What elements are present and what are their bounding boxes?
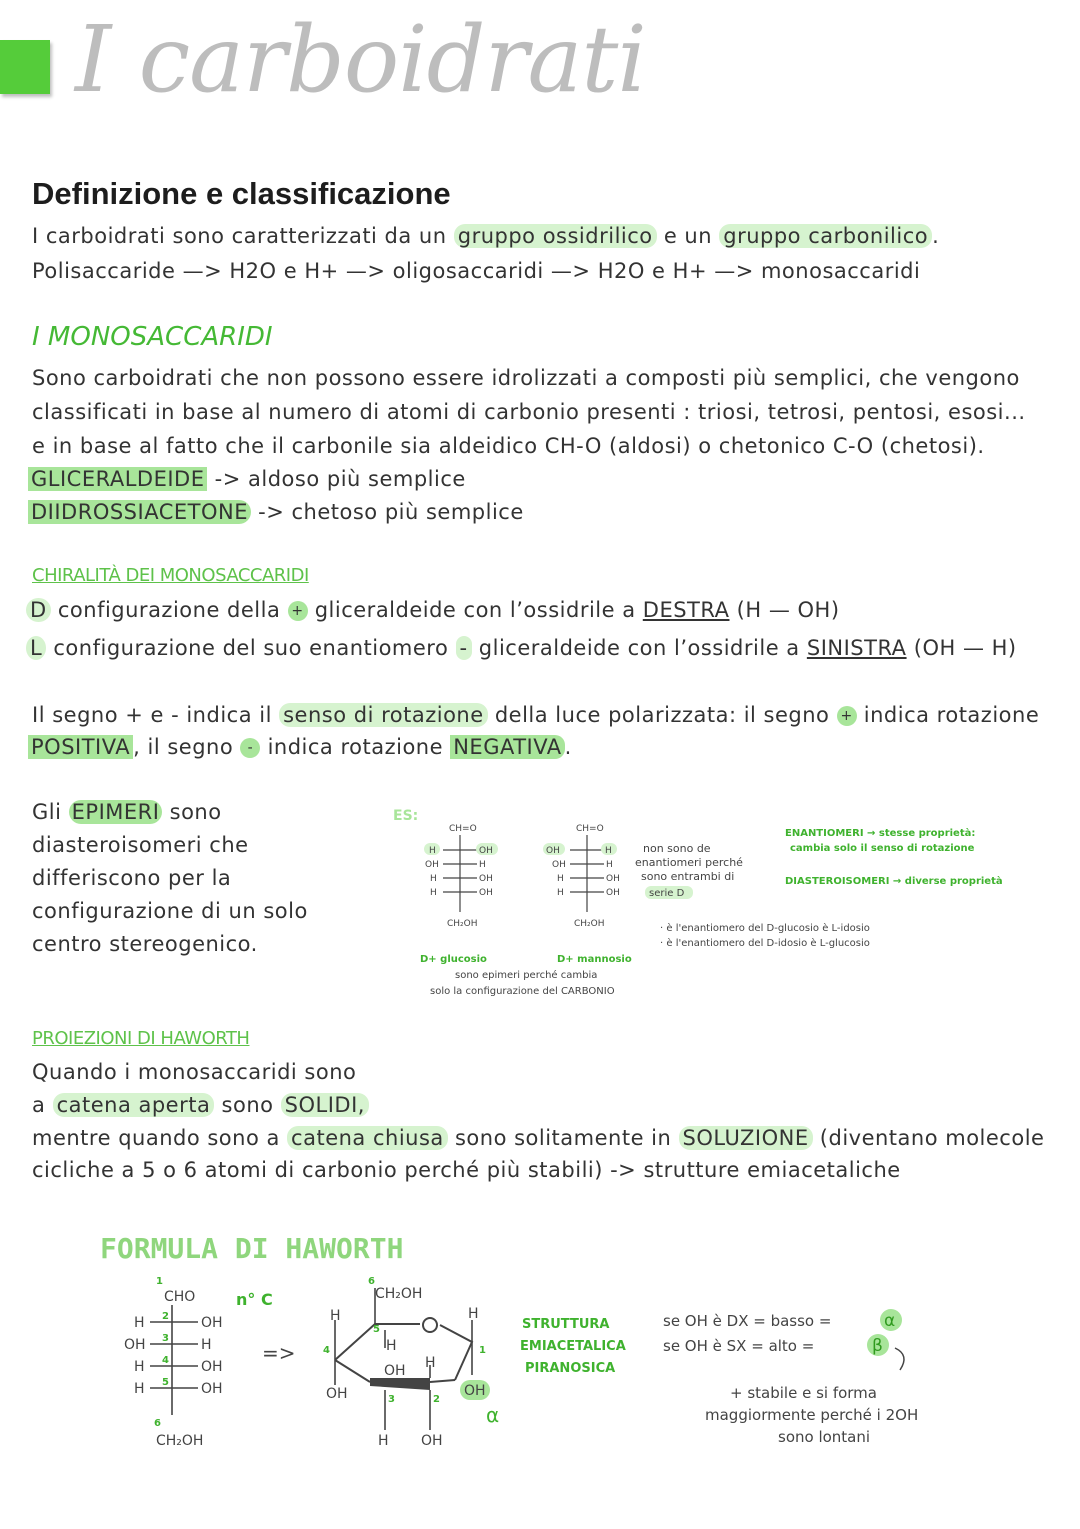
ring-oh: OH: [326, 1386, 348, 1402]
minus-sign-badge: -: [240, 738, 260, 758]
text: (H — OH): [736, 598, 840, 622]
title-marker: [0, 40, 50, 94]
highlight-catena-aperta: catena aperta: [53, 1093, 215, 1117]
text: sono: [169, 800, 222, 824]
highlight-ossidrilico: gruppo ossidrilico: [454, 224, 657, 248]
definition-line: [32, 224, 939, 248]
svg-text:5: 5: [373, 1324, 380, 1335]
glucose-h1: H: [429, 846, 436, 856]
ring-c6: 6: [368, 1276, 375, 1287]
highlight-l: L: [26, 636, 46, 660]
ring-h: H: [425, 1355, 436, 1371]
haworth-line-3: [32, 1126, 1044, 1150]
text: Gli: [32, 800, 62, 824]
minus-sign-badge: -: [456, 636, 472, 660]
mono-paragraph-3: e in base al fatto che il carbonile sia aldeidico CH-O (aldosi) o chetonico C-O (chetosi).: [32, 434, 985, 458]
mannose-cho: CH=O: [576, 824, 604, 834]
fischer-oh: OH: [201, 1381, 223, 1397]
svg-text:4: 4: [162, 1355, 169, 1366]
rule-alpha: se OH è DX = basso =: [663, 1312, 832, 1330]
highlight-positiva: POSITIVA: [28, 735, 133, 759]
highlight-d: D: [26, 598, 51, 622]
epimeri-line-5: centro stereogenico.: [32, 932, 258, 956]
rule-beta: se OH è SX = alto =: [663, 1337, 815, 1355]
section-heading-haworth: PROIEZIONI DI HAWORTH: [32, 1028, 250, 1049]
highlight-diidrossiacetone: DIIDROSSIACETONE: [28, 500, 251, 524]
haworth-formula-diagram: [110, 1270, 1070, 1470]
epimeri-line-1: [32, 800, 222, 824]
highlight-solidi: SOLIDI,: [281, 1093, 369, 1117]
mannose-oh4: OH: [606, 888, 620, 898]
fischer-ch2oh: CH₂OH: [156, 1433, 204, 1449]
section-heading-chiralita: CHIRALITÀ DEI MONOSACCARIDI: [32, 565, 309, 586]
ring-h: H: [468, 1306, 479, 1322]
bullet-enantiomero-2: · è l'enantiomero del D-idosio è L-glucosio: [660, 938, 870, 949]
note-line-4: serie D: [649, 888, 685, 899]
label-glucosio: D+ glucosio: [420, 954, 487, 965]
text: gliceraldeide con l’ossidrile a: [314, 598, 636, 622]
haworth-line-1: Quando i monosaccaridi sono: [32, 1060, 357, 1084]
gliceraldeide-line: [28, 467, 466, 491]
plus-sign-badge: +: [288, 601, 308, 621]
text: mentre quando sono a: [32, 1126, 280, 1150]
mannose-oh3: OH: [606, 874, 620, 884]
beta-note-3: sono lontani: [778, 1428, 871, 1446]
beta-symbol: β: [872, 1336, 883, 1356]
struttura-label-3: PIRANOSICA: [525, 1361, 616, 1376]
svg-text:3: 3: [388, 1394, 395, 1405]
beta-note-1: + stabile e si forma: [730, 1384, 877, 1402]
highlight-catena-chiusa: catena chiusa: [287, 1126, 448, 1150]
glucose-ch2oh: CH₂OH: [447, 919, 478, 929]
ring-ch2oh: CH₂OH: [375, 1286, 423, 1302]
section-heading-definizione: Definizione e classificazione: [32, 176, 451, 211]
text: .: [932, 224, 940, 248]
mannose-fischer: [570, 835, 604, 912]
fischer-cho: CHO: [164, 1289, 196, 1305]
svg-text:5: 5: [162, 1377, 169, 1388]
fischer-h: H: [134, 1359, 145, 1375]
fischer-h: H: [134, 1315, 145, 1331]
struttura-label-1: STRUTTURA: [522, 1317, 610, 1332]
text: (diventano molecole: [819, 1126, 1045, 1150]
glucose-h2: H: [479, 860, 486, 870]
epimeri-line-3: differiscono per la: [32, 866, 232, 890]
text: indica rotazione: [267, 735, 444, 759]
mannose-h2: H: [606, 860, 613, 870]
mannose-h1: H: [605, 846, 612, 856]
glucose-h4: H: [430, 888, 437, 898]
ring-h: H: [330, 1308, 341, 1324]
mannose-h3: H: [557, 874, 564, 884]
mannose-h4: H: [557, 888, 564, 898]
text: e un: [663, 224, 713, 248]
rotation-line-1: [32, 703, 1039, 727]
text: della luce polarizzata: il segno: [494, 703, 830, 727]
highlight-epimeri: EPIMERI: [69, 800, 163, 824]
rotation-line-2: [28, 735, 572, 759]
text: configurazione della: [57, 598, 281, 622]
highlight-gliceraldeide: GLICERALDEIDE: [28, 467, 207, 491]
section-heading-monosaccaridi: I MONOSACCARIDI: [32, 322, 273, 352]
curved-arrow-icon: [895, 1348, 904, 1370]
svg-text:2: 2: [162, 1311, 169, 1322]
label-mannosio: D+ mannosio: [557, 954, 632, 965]
highlight-negativa: NEGATIVA: [450, 735, 564, 759]
fischer-h: H: [134, 1381, 145, 1397]
diidrossiacetone-line: [28, 500, 524, 524]
diastereoisomeri-note: DIASTEROISOMERI → diverse proprietà: [785, 876, 1003, 887]
fischer-h: H: [201, 1337, 212, 1353]
ring-oh-anomeric: OH: [464, 1383, 486, 1399]
alpha-label: α: [486, 1403, 500, 1427]
text: -> chetoso più semplice: [258, 500, 524, 524]
epimers-diagram: [385, 800, 1025, 1005]
mannose-oh1: OH: [546, 846, 560, 856]
highlight-senso-rotazione: senso di rotazione: [279, 703, 488, 727]
text: gliceraldeide con l’ossidrile a: [478, 636, 800, 660]
es-label: ES:: [393, 808, 419, 824]
haworth-line-2: [32, 1093, 369, 1117]
note-line-1: non sono de: [643, 842, 711, 855]
carbon-count-label: n° C: [236, 1290, 273, 1309]
ring-oxygen: [423, 1318, 437, 1332]
text: , il segno: [133, 735, 234, 759]
epimeri-line-4: configurazione di un solo: [32, 899, 308, 923]
text: a: [32, 1093, 46, 1117]
underline-destra: DESTRA: [642, 598, 730, 622]
svg-text:4: 4: [323, 1345, 330, 1356]
text: I carboidrati sono caratterizzati da un: [32, 224, 447, 248]
glucose-cho: CH=O: [449, 824, 477, 834]
mannose-oh2: OH: [552, 860, 566, 870]
mono-paragraph-1: Sono carboidrati che non possono essere idrolizzati a composti più semplici, che vengono: [32, 366, 1020, 390]
epimeri-line-2: diasteroisomeri che: [32, 833, 249, 857]
highlight-soluzione: SOLUZIONE: [679, 1126, 813, 1150]
ring-bold-edge: [370, 1378, 430, 1390]
svg-text:6: 6: [154, 1418, 161, 1429]
l-configuration-line: [26, 636, 1017, 660]
text: (OH — H): [913, 636, 1017, 660]
fischer-oh: OH: [201, 1359, 223, 1375]
bullet-enantiomero-1: · è l'enantiomero del D-glucosio è L-idosio: [660, 923, 870, 934]
fischer-oh: OH: [201, 1315, 223, 1331]
svg-text:3: 3: [162, 1333, 169, 1344]
svg-text:1: 1: [156, 1276, 163, 1287]
fischer-oh: OH: [124, 1337, 146, 1353]
svg-text:2: 2: [433, 1394, 440, 1405]
d-configuration-line: [26, 598, 840, 622]
ring-oh: OH: [421, 1433, 443, 1449]
note-line-2: enantiomeri perché: [635, 856, 743, 869]
text: .: [564, 735, 572, 759]
text: sono solitamente in: [454, 1126, 672, 1150]
ring-h: H: [378, 1433, 389, 1449]
text: configurazione del suo enantiomero: [53, 636, 449, 660]
formula-heading: FORMULA DI HAWORTH: [100, 1232, 404, 1265]
glucose-fischer: [443, 835, 477, 912]
text: Il segno + e - indica il: [32, 703, 272, 727]
underline-sinistra: SINISTRA: [806, 636, 907, 660]
ring-substituent-bonds: [335, 1288, 472, 1430]
note-line-3: sono entrambi di: [641, 870, 735, 883]
text: indica rotazione: [863, 703, 1040, 727]
text: sono: [221, 1093, 274, 1117]
text: -> aldoso più semplice: [214, 467, 466, 491]
enantiomeri-note-1: ENANTIOMERI → stesse proprietà:: [785, 828, 976, 839]
mono-paragraph-2: classificati in base al numero di atomi di carbonio presenti : triosi, tetrosi, pentosi, esosi...: [32, 400, 1026, 424]
epimeri-note-2: solo la configurazione del CARBONIO: [430, 986, 615, 997]
beta-note-2: maggiormente perché i 2OH: [705, 1406, 919, 1424]
page-title: I carboidrati: [75, 6, 646, 113]
glucose-h3: H: [430, 874, 437, 884]
glucose-oh4: OH: [479, 888, 493, 898]
mannose-ch2oh: CH₂OH: [574, 919, 605, 929]
glucose-oh2: OH: [425, 860, 439, 870]
hydrolysis-line: Polisaccaride —> H2O e H+ —> oligosaccaridi —> H2O e H+ —> monosaccaridi: [32, 259, 921, 283]
ring-oh: OH: [384, 1363, 406, 1379]
ring-h: H: [386, 1338, 397, 1354]
epimeri-note-1: sono epimeri perché cambia: [455, 970, 598, 981]
alpha-symbol: α: [884, 1311, 896, 1331]
highlight-carbonilico: gruppo carbonilico: [719, 224, 932, 248]
struttura-label-2: EMIACETALICA: [520, 1339, 626, 1354]
arrow-icon: =>: [262, 1341, 296, 1365]
glucose-oh3: OH: [479, 874, 493, 884]
haworth-line-4: cicliche a 5 o 6 atomi di carbonio perché più stabili) -> strutture emiacetaliche: [32, 1158, 901, 1182]
enantiomeri-note-2: cambia solo il senso di rotazione: [790, 843, 975, 854]
glucose-oh1: OH: [479, 846, 493, 856]
svg-text:1: 1: [479, 1345, 486, 1356]
glucose-fischer-big: [150, 1305, 198, 1415]
plus-sign-badge: +: [837, 706, 857, 726]
